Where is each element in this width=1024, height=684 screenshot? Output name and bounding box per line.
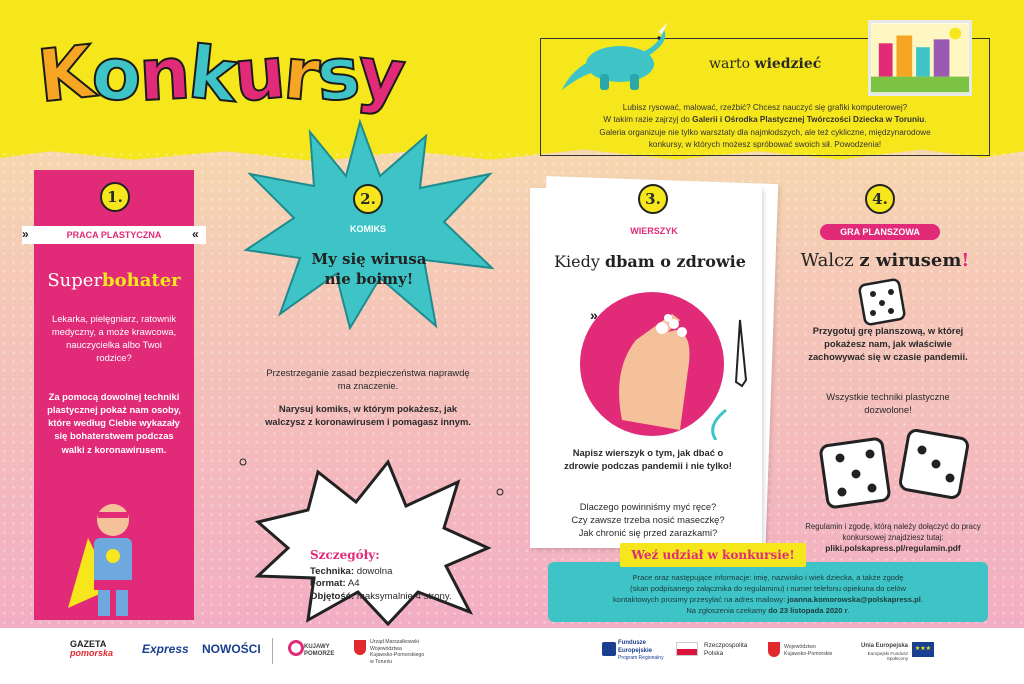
question-list: Dlaczego powinniśmy myć ręce? Czy zawsze trzeba nosić maseczkę? Jak chronić się przed zarazkami? bbox=[571, 501, 725, 539]
superhero-illustration bbox=[58, 498, 168, 618]
express-logo: Express bbox=[142, 642, 189, 656]
card-text: Lekarka, pielęgniarz, ratownik medyczny, a może krawcowa, nauczycielka albo Twoi rodzice? bbox=[51, 313, 177, 364]
details-title: Szczegóły: bbox=[310, 548, 380, 562]
card-number: 2. bbox=[353, 184, 383, 214]
chevron-left-icon: « bbox=[192, 227, 199, 241]
dice-pair-icon bbox=[818, 428, 974, 510]
card-heading: Walcz z wirusem! bbox=[800, 250, 970, 271]
card-text: Wszystkie techniki plastyczne dozwolone! bbox=[826, 391, 950, 416]
card-text-bold: Narysuj komiks, w którym pokażesz, jak walczysz z koronawirusem i pomagasz innym. bbox=[265, 403, 471, 428]
title-letter: K bbox=[33, 29, 97, 119]
card-heading: Superbohater bbox=[47, 270, 181, 291]
wojewodztwo-logo: Województwo Kujawsko-Pomorskie bbox=[784, 644, 833, 657]
card-number: 3. bbox=[638, 184, 668, 214]
card-number: 1. bbox=[100, 182, 130, 212]
fundusze-europejskie-icon bbox=[602, 642, 616, 656]
page-title bbox=[33, 29, 408, 119]
gazeta-pomorska-logo: GAZETA pomorska bbox=[70, 639, 114, 658]
coat-of-arms-icon bbox=[768, 642, 780, 657]
fundusze-europejskie-logo: Fundusze Europejskie Program Regionalny bbox=[618, 640, 664, 661]
kujawy-pomorze-icon bbox=[288, 640, 304, 656]
card-text-bold: Za pomocą dowolnej techniki plastycznej pokaż nam osoby, które według Ciebie wykazały się bohaterstwem podczas walki z koronawirusem. bbox=[47, 391, 181, 455]
card-heading: Kiedy dbam o zdrowie bbox=[554, 252, 746, 271]
card-tag: KOMIKS bbox=[350, 224, 386, 234]
submission-info: Prace oraz następujące informacje: imię, nazwisko i wiek dziecka, a także zgodę (skan podpisanego załącznika do regulaminu) i numer telefonu opiekuna do celów kontaktowych prosimy przesyłać na adres mailowy: joanna.komorowska@polskapress.pl. Na zgłoszenia czekamy do 23 listopada 2020 r. bbox=[548, 562, 988, 622]
card-tag: WIERSZYK bbox=[630, 226, 678, 236]
footer-divider bbox=[272, 638, 273, 664]
urzad-marszalkowski-logo: Urząd Marszałkowski Województwa Kujawsko-Pomorskiego w Toruniu bbox=[370, 639, 425, 665]
dice-icon bbox=[858, 278, 906, 326]
card-tag: GRA PLANSZOWA bbox=[820, 224, 940, 240]
child-drawing-image bbox=[868, 20, 972, 96]
chevron-right-icon: » bbox=[22, 227, 29, 241]
title-letter: s bbox=[314, 30, 361, 118]
svg-text:»: » bbox=[590, 307, 598, 323]
dinosaur-icon bbox=[558, 20, 678, 92]
card-tag: PRACA PLASTYCZNA bbox=[66, 230, 162, 240]
handwashing-illustration bbox=[576, 290, 756, 440]
contact-email[interactable]: joanna.komorowska@polskapress.pl bbox=[787, 595, 921, 604]
card-text: Przestrzeganie zasad bezpieczeństwa naprawdę ma znaczenie. bbox=[266, 367, 470, 392]
title-letter: y bbox=[353, 29, 408, 119]
card-text-bold: Przygotuj grę planszową, w której pokażesz nam, jak właściwie zachowywać się w czasie pandemii. bbox=[808, 325, 968, 363]
eu-flag-icon: ★★★ bbox=[912, 642, 934, 657]
rzeczpospolita-logo: Rzeczpospolita Polska bbox=[704, 642, 748, 657]
info-label: warto wiedzieć bbox=[703, 56, 827, 72]
title-letter: k bbox=[184, 29, 239, 119]
coat-of-arms-icon bbox=[354, 640, 366, 655]
kujawy-pomorze-logo: KUJAWY POMORZE bbox=[304, 644, 335, 658]
title-letter: n bbox=[137, 30, 191, 118]
regulations-link[interactable]: pliki.polskapress.pl/regulamin.pdf bbox=[825, 543, 961, 554]
card-text-bold: Napisz wierszyk o tym, jak dbać o zdrowie podczas pandemii i nie tylko! bbox=[564, 447, 732, 472]
regulations-text: Regulamin i zgodę, którą należy dołączyć do pracy konkursowej znajdziesz tutaj: pliki.polskapress.pl/regulamin.pdf bbox=[800, 522, 986, 554]
polish-flag-icon bbox=[676, 642, 698, 656]
title-letter: r bbox=[280, 30, 321, 118]
details-list: Technika: dowolna Format: A4 Objętość: maksymalnie 4 strony. bbox=[310, 566, 452, 602]
card-number: 4. bbox=[865, 184, 895, 214]
title-letter: o bbox=[88, 30, 143, 118]
info-text: Lubisz rysować, malować, rzeźbić? Chcesz nauczyć się grafiki komputerowej? W takim razie zajrzyj do Galerii i Ośrodka Plastycznej Twórczości Dziecka w Toruniu. Galeria organizuje nie tylko warsztaty dla najmłodszych, ale też cykliczne, międzynarodowe konkursy, w których możesz spróbować swoich sił. Powodzenia! bbox=[599, 103, 931, 149]
participate-banner: Weź udział w konkursie! bbox=[620, 543, 806, 567]
nowosci-logo: NOWOŚCI bbox=[202, 642, 261, 656]
title-letter: u bbox=[230, 30, 288, 118]
card-heading: My się wirusa nie boimy! bbox=[311, 250, 427, 288]
unia-europejska-logo: Unia Europejska Europejski Fundusz Społeczny bbox=[860, 643, 908, 662]
